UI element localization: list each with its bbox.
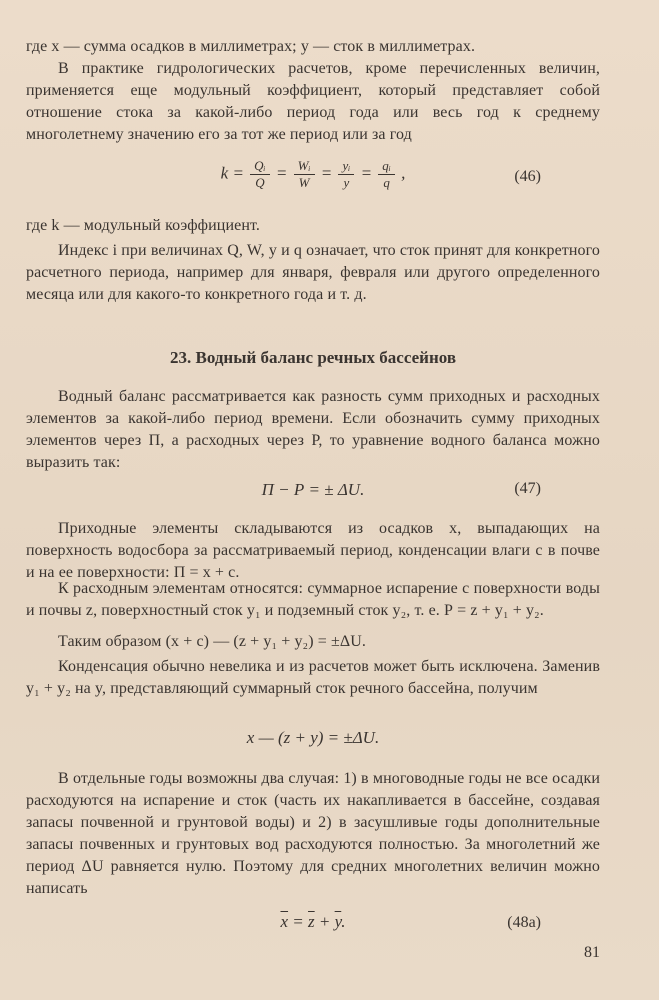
eq-equals: = — [275, 163, 288, 183]
page-number: 81 — [584, 944, 600, 961]
eq-equals: = — [320, 163, 333, 183]
paragraph-two-cases — [26, 768, 600, 900]
paragraph-text: где x — сумма осадков в миллиметрах; y — сток в миллиметрах. — [26, 38, 476, 55]
frac-den: y — [343, 175, 350, 190]
equation-48a — [26, 912, 600, 932]
eq-symbol-z: $\overline{z}$ — [308, 912, 315, 931]
frac-num: Wᵢ — [294, 158, 315, 175]
eq-fraction-q — [250, 158, 269, 191]
eq-fraction-w — [294, 158, 315, 191]
eq-plus: + — [318, 912, 331, 931]
paragraph-incoming — [26, 518, 600, 584]
frac-num: Qᵢ — [250, 158, 269, 175]
paragraph-outgoing — [26, 578, 600, 622]
eq-equals: = — [360, 163, 373, 183]
frac-den: Q — [255, 175, 265, 190]
equation-46 — [26, 158, 600, 191]
equation-text: x — (z + y) = ±ΔU. — [246, 728, 380, 747]
paragraph-text: Водный баланс рассматривается как разность сумм приходных и расходных элементов за какой-либо период времени. Если обозначить сумму приходных элементов через П, а расходных через Р, то уравнение водного баланса можно выразить так: — [26, 388, 600, 471]
eq-fraction-q-small — [378, 158, 395, 191]
paragraph-index-i — [26, 240, 600, 306]
paragraph-text: В практике гидрологических расчетов, кроме перечисленных величин, применяется еще модульный коэффициент, который представляет собой отношение стока за какой-либо период года или весь год к среднему многолетнему значению его за тот же период или за год — [26, 60, 600, 143]
paragraph-intro — [26, 36, 600, 58]
eq-equals: = — [232, 163, 244, 183]
frac-num: yᵢ — [338, 158, 354, 175]
paragraph-water-balance — [26, 386, 600, 474]
equation-simplified — [26, 728, 600, 748]
paragraph-condensation — [26, 656, 600, 700]
frac-num: qᵢ — [378, 158, 395, 175]
paragraph-text: К расходным элементам относятся: суммарное испарение с поверхности воды и почвы z, поверхностный сток y₁ и подземный сток y₂, т. е. Р = z + y₁ + y₂. — [26, 580, 600, 619]
paragraph-text: Индекс i при величинах Q, W, y и q означает, что сток принят для конкретного расчетного периода, например для января, февраля или другого определенного месяца или для какого-то конкретного года и т. д. — [26, 242, 600, 303]
eq-symbol-k: k — [220, 163, 229, 183]
eq-symbol-x: $\overline{x}$ — [280, 912, 289, 931]
paragraph-text: Приходные элементы складываются из осадков x, выпадающих на поверхность водосбора за рассматриваемый период, конденсации влаги c в почве и на ее поверхности: П = x + c. — [26, 520, 600, 581]
paragraph-text: Конденсация обычно невелика и из расчетов может быть исключена. Заменив y₁ + y₂ на y, представляющий суммарный сток речного бассейна, получим — [26, 658, 600, 697]
eq-comma: , — [401, 163, 406, 183]
equation-number: (48а) — [507, 914, 541, 931]
eq-fraction-y — [338, 158, 354, 191]
frac-den: W — [298, 175, 310, 190]
eq-equals: = — [292, 912, 304, 931]
frac-den: q — [383, 175, 390, 190]
equation-47 — [26, 480, 600, 500]
eq-symbol-y: $\overline{y}$ — [334, 912, 342, 931]
section-heading: 23. Водный баланс речных бассейнов — [169, 348, 456, 367]
equation-text: П − Р = ± ΔU. — [261, 480, 365, 499]
paragraph-thus — [26, 631, 600, 653]
paragraph-text: где k — модульный коэффициент. — [26, 217, 260, 234]
eq-dot: . — [341, 912, 346, 931]
paragraph-k-definition — [26, 215, 600, 237]
paragraph-modulus-definition — [26, 58, 600, 146]
equation-number: (46) — [514, 168, 541, 185]
equation-number: (47) — [514, 480, 541, 497]
paragraph-text: В отдельные годы возможны два случая: 1) в многоводные годы не все осадки расходуются на испарение и сток (часть их накапливается в бассейне, создавая запасы почвенной и грунтовой воды) и 2) в засушливые годы дополнительные запасы почвенных и грунтовых вод расходуются полностью. За многолетний же период ΔU равняется нулю. Поэтому для средних многолетних величин можно написать — [26, 770, 600, 897]
paragraph-text: Таким образом (x + c) — (z + y₁ + y₂) = ±ΔU. — [58, 633, 367, 650]
